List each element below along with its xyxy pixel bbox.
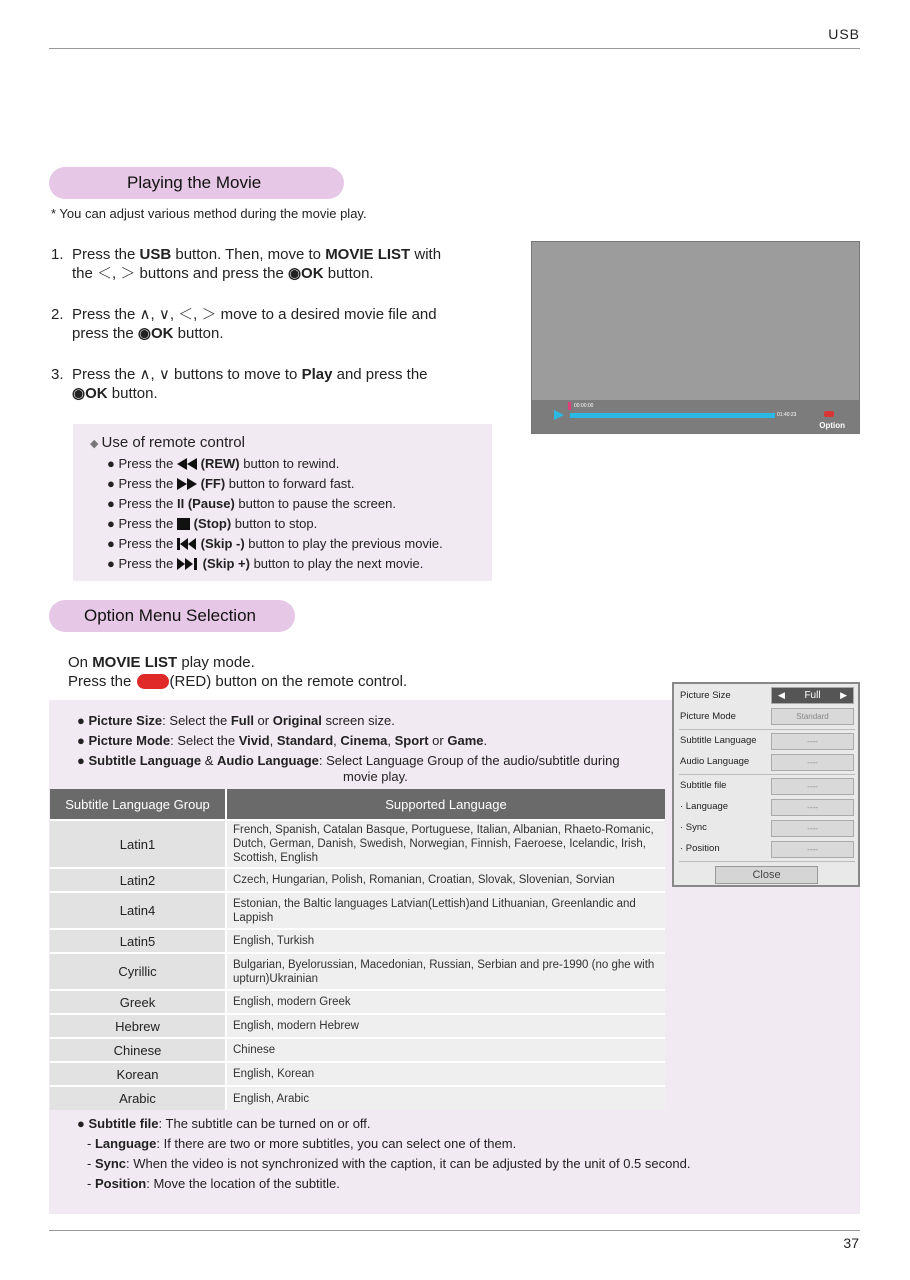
table-cell-languages: French, Spanish, Catalan Basque, Portuguese, Italian, Albanian, Rhaeto-Romanic, Dutch, German, Danish, Swedish, Norwegian, Finnish, Faeroese, Icelandic, Irish, Scottish, English: [226, 820, 665, 868]
menu-label-picture-size: Picture Size: [680, 690, 731, 701]
language-field[interactable]: ----: [771, 799, 854, 816]
step-2: 2. Press the ∧, ∨, ＜, ＞ move to a desired movie file and press the ◉OK button.: [51, 306, 437, 342]
table-row: [50, 1086, 665, 1110]
pause-row: ● Press the II (Pause) button to pause the screen.: [107, 496, 396, 511]
note: * You can adjust various method during the movie play.: [51, 206, 367, 221]
skip-back-row: ● Press the (Skip -) button to play the previous movie.: [107, 536, 443, 551]
table-cell-languages: English, Arabic: [226, 1086, 665, 1110]
table-cell-group: Arabic: [50, 1086, 226, 1110]
table-cell-group: Latin2: [50, 868, 226, 892]
menu-label-audio-language: Audio Language: [680, 756, 750, 767]
table-row: [50, 929, 665, 953]
subtitle-language-note: - Language: If there are two or more subtitles, you can select one of them.: [87, 1136, 517, 1151]
menu-label-picture-mode: Picture Mode: [680, 711, 736, 722]
menu-label-sync: · Sync: [680, 822, 707, 833]
playback-bar: [532, 400, 859, 433]
picture-size-selector[interactable]: ◀ Full ▶: [771, 687, 854, 704]
language-table: [50, 789, 665, 1110]
table-header-group: Subtitle Language Group: [50, 789, 226, 820]
table-row: [50, 990, 665, 1014]
stop-row: ● Press the (Stop) button to stop.: [107, 516, 318, 531]
table-cell-group: Latin1: [50, 820, 226, 868]
picture-mode-field[interactable]: Standard: [771, 708, 854, 725]
step-number: 1.: [51, 246, 64, 263]
menu-label-position: · Position: [680, 843, 720, 854]
table-cell-languages: English, modern Hebrew: [226, 1014, 665, 1038]
menu-label-subtitle-file: Subtitle file: [680, 780, 727, 791]
table-row: [50, 868, 665, 892]
skip-forward-icon: [177, 558, 199, 570]
table-cell-group: Greek: [50, 990, 226, 1014]
skip-back-icon: [177, 538, 197, 550]
table-header-row: [50, 789, 665, 820]
progress-track[interactable]: [570, 413, 775, 418]
fast-forward-row: ● Press the (FF) button to forward fast.: [107, 476, 355, 491]
rewind-icon: [177, 458, 197, 470]
table-cell-languages: Estonian, the Baltic languages Latvian(Lettish)and Lithuanian, Greenlandic and Lappish: [226, 892, 665, 929]
table-cell-languages: English, modern Greek: [226, 990, 665, 1014]
table-cell-languages: Bulgarian, Byelorussian, Macedonian, Russian, Serbian and pre-1990 (no ghe with upturn)Ukrainian: [226, 953, 665, 990]
table-cell-languages: English, Turkish: [226, 929, 665, 953]
table-cell-languages: Czech, Hungarian, Polish, Romanian, Croatian, Slovak, Slovenian, Sorvian: [226, 868, 665, 892]
menu-divider: [679, 774, 855, 775]
table-cell-group: Chinese: [50, 1038, 226, 1062]
table-cell-group: Latin5: [50, 929, 226, 953]
stop-icon: [177, 518, 190, 530]
bullet-picture-mode: ● Picture Mode: Select the Vivid, Standard, Cinema, Sport or Game.: [77, 733, 488, 748]
fast-forward-icon: [177, 478, 197, 490]
skip-forward-row: ● Press the (Skip +) button to play the next movie.: [107, 556, 424, 571]
movie-playback-screen: [531, 241, 860, 434]
subtitle-sync-note: - Sync: When the video is not synchronized with the caption, it can be adjusted by the unit of 0.5 second.: [87, 1156, 691, 1171]
option-menu: [672, 682, 860, 887]
menu-label-subtitle-language: Subtitle Language: [680, 735, 757, 746]
position-field[interactable]: ----: [771, 841, 854, 858]
section-title-text: Option Menu Selection: [84, 606, 256, 625]
play-icon: [554, 410, 566, 420]
menu-divider: [679, 729, 855, 730]
table-cell-languages: English, Korean: [226, 1062, 665, 1086]
table-row: [50, 1038, 665, 1062]
remote-title: ◆ Use of remote control: [90, 434, 245, 451]
sync-field[interactable]: ----: [771, 820, 854, 837]
bullet-subtitle-file: ● Subtitle file: The subtitle can be turned on or off.: [77, 1116, 371, 1131]
section-title-text: Playing the Movie: [127, 173, 262, 192]
table-cell-group: Korean: [50, 1062, 226, 1086]
time-end: 01:40:23: [777, 412, 797, 418]
step-number: 3.: [51, 366, 64, 383]
table-row: [50, 1062, 665, 1086]
table-cell-group: Latin4: [50, 892, 226, 929]
progress-marker[interactable]: [568, 402, 571, 410]
intro-line-2: Press the (RED) button on the remote control.: [68, 673, 408, 690]
section-title-playing: [49, 167, 344, 199]
table-row: [50, 820, 665, 868]
bullet-picture-size: ● Picture Size: Select the Full or Original screen size.: [77, 713, 395, 728]
close-button[interactable]: Close: [715, 866, 818, 884]
subtitle-language-field[interactable]: ----: [771, 733, 854, 750]
subtitle-position-note: - Position: Move the location of the subtitle.: [87, 1176, 340, 1191]
footer-rule: [49, 1230, 860, 1231]
time-start: 00:00:00: [574, 403, 594, 409]
table-cell-languages: Chinese: [226, 1038, 665, 1062]
menu-label-language: · Language: [680, 801, 729, 812]
rewind-row: ● Press the (REW) button to rewind.: [107, 456, 340, 471]
table-row: [50, 953, 665, 990]
table-row: [50, 892, 665, 929]
step-3: 3. Press the ∧, ∨ buttons to move to Play and press the ◉OK button.: [51, 366, 428, 402]
section-header: USB: [828, 26, 860, 42]
audio-language-field[interactable]: ----: [771, 754, 854, 771]
subtitle-file-field[interactable]: ----: [771, 778, 854, 795]
red-button-icon: [137, 674, 169, 689]
red-button-icon: [824, 411, 834, 417]
intro-line-1: On MOVIE LIST play mode.: [68, 654, 255, 671]
step-1: 1. Press the USB button. Then, move to MOVIE LIST with the ＜, ＞ buttons and press the ◉OK button.: [51, 246, 442, 282]
bullet-subtitle-language-cont: movie play.: [343, 769, 408, 784]
remote-control-box: [73, 424, 492, 581]
table-cell-group: Hebrew: [50, 1014, 226, 1038]
header-rule: [49, 48, 860, 49]
menu-divider: [679, 861, 855, 862]
section-title-option: [49, 600, 295, 632]
table-header-languages: Supported Language: [226, 789, 665, 820]
bullet-subtitle-language: ● Subtitle Language & Audio Language: Select Language Group of the audio/subtitle during: [77, 753, 620, 768]
table-cell-group: Cyrillic: [50, 953, 226, 990]
page-number: 37: [843, 1235, 859, 1251]
step-number: 2.: [51, 306, 64, 323]
table-row: [50, 1014, 665, 1038]
option-label[interactable]: Option: [819, 421, 845, 430]
